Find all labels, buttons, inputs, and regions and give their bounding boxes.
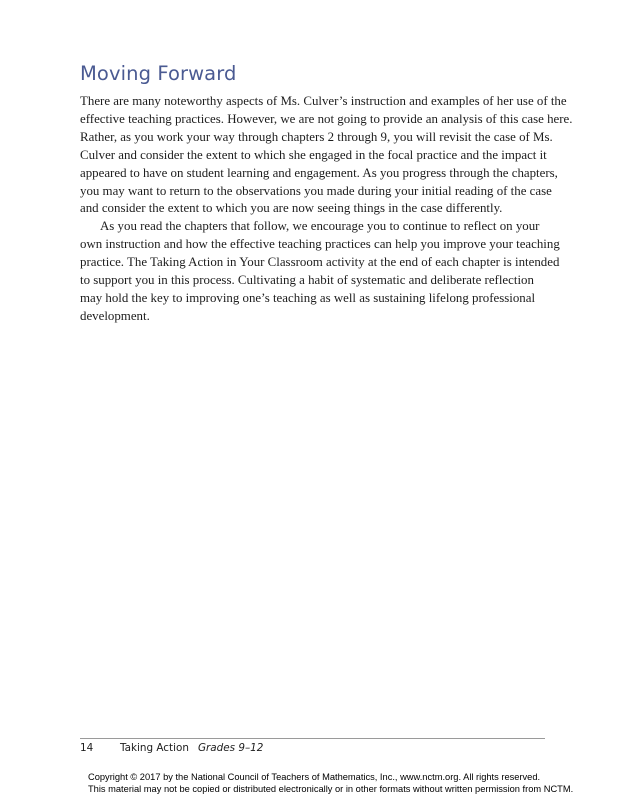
section-body [80,93,573,326]
paragraph-line: As you read the chapters that follow, we encourage you to continue to reflect on your [100,219,540,234]
paragraph-line: practice. The Taking Action in Your Classroom activity at the end of each chapter is intended [80,255,560,270]
paragraph-line: There are many noteworthy aspects of Ms. Culver’s instruction and examples of her use of the [80,94,567,108]
paragraph-line: own instruction and how the effective teaching practices can help you improve your teaching [80,237,560,252]
paragraph-2 [80,218,560,325]
paragraph-line: you may want to return to the observations you made during your initial reading of the case [80,183,552,198]
paragraph-line: Culver and consider the extent to which she engaged in the focal practice and the impact it [80,147,547,162]
page-footer [80,742,263,754]
paragraph-line: effective teaching practices. However, we are not going to provide an analysis of this case here. [80,111,573,126]
grade-band: Grades 9–12 [197,742,264,754]
permission-line: This material may not be copied or distributed electronically or in other formats without written permission from NCTM. [88,783,574,794]
paragraph-line: to support you in this process. Cultivating a habit of systematic and deliberate reflection [80,273,534,288]
section-heading: Moving Forward [80,62,237,85]
paragraph-line: development. [80,308,150,323]
paragraph-1 [80,93,573,218]
paragraph-line: may hold the key to improving one’s teaching as well as sustaining lifelong professional [80,290,536,305]
copyright-line: Copyright © 2017 by the National Council of Teachers of Mathematics, Inc., www.nctm.org. All rights reserved. [88,772,541,782]
page-number: 14 [80,742,94,754]
footer-divider [80,738,545,739]
paragraph-line: appeared to have on student learning and engagement. As you progress through the chapters, [80,165,558,180]
copyright-notice [88,772,573,795]
paragraph-line: and consider the extent to which you are now seeing things in the case differently. [80,201,503,216]
series-title: Taking Action [120,742,189,754]
paragraph-line: Rather, as you work your way through chapters 2 through 9, you will revisit the case of Ms. [80,129,553,144]
